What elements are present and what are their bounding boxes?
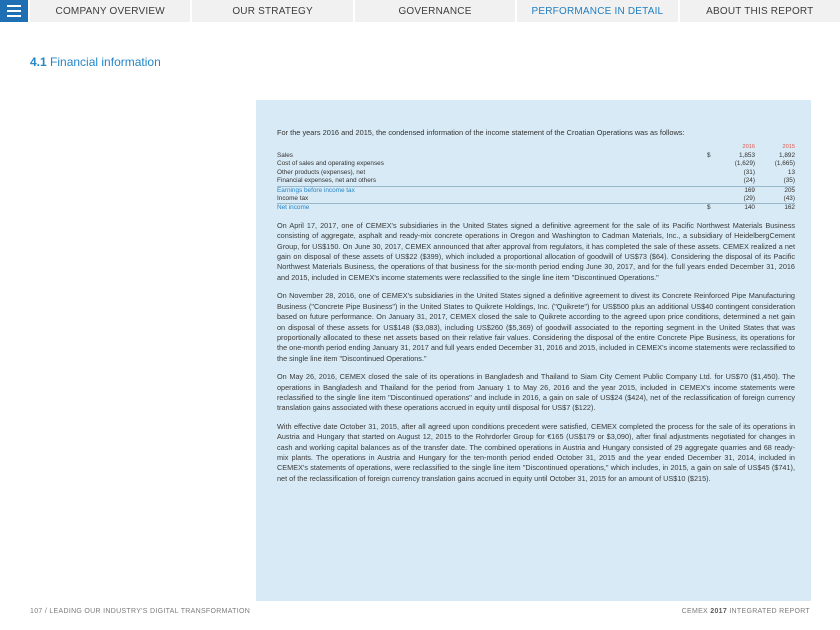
footer-separator: / [44, 608, 48, 615]
currency-symbol [707, 195, 717, 204]
content-body [277, 128, 795, 484]
footer-left [30, 608, 250, 615]
currency-symbol [707, 186, 717, 195]
footer-brand: CEMEX [681, 608, 709, 615]
footer-right [682, 608, 810, 615]
table-header-row [277, 143, 795, 152]
paragraph-bangladesh-thailand: On May 26, 2016, CEMEX closed the sale of its operations in Bangladesh and Thailand to Siam City Cement Public Company Ltd. for US$70 ($1,450). The operations in Bangladesh and Thailand for the period from January 1 to May 26, 2016 and the year 2015, included in CEMEX's income statements were reclassified to the single line item "Discontinued operations" and include in 2016, a gain on sale of US$24 ($424), net of the reclassification of foreign currency translation gains associated with these operations accrued in equity until disposal for US$7 ($122). [277, 372, 795, 413]
table-row [277, 160, 795, 168]
value-2016: 169 [717, 186, 755, 195]
value-2015: 1,892 [779, 152, 795, 159]
tab-our-strategy[interactable]: OUR STRATEGY [192, 0, 352, 22]
currency-symbol [707, 177, 717, 186]
footer-tagline: LEADING OUR INDUSTRY'S DIGITAL TRANSFORMATION [49, 608, 251, 615]
table-row [277, 204, 795, 213]
table-row [277, 177, 795, 186]
row-label: Net income [277, 204, 707, 213]
value-2015: 205 [755, 186, 795, 195]
tab-about-this-report[interactable]: ABOUT THIS REPORT [680, 0, 840, 22]
row-label: Earnings before income tax [277, 186, 707, 195]
value-2015: 162 [755, 204, 795, 213]
row-label: Financial expenses, net and others [277, 177, 377, 185]
value-2016: (1,629) [734, 160, 755, 168]
table-row [277, 195, 795, 204]
tab-performance-in-detail[interactable]: PERFORMANCE IN DETAIL [517, 0, 677, 22]
intro-text: For the years 2016 and 2015, the condensed information of the income statement of the Croatian Operations was as follows: [277, 128, 685, 137]
row-label: Sales [277, 152, 293, 159]
paragraph-austria-hungary: With effective date October 31, 2015, after all agreed upon conditions precedent were satisfied, CEMEX completed the process for the sale of its operations in Austria and Hungary that started on August 12, 2015 to the Rohrdorfer Group for €165 (US$179 or $3,090), after final adjustments negotiated for changes in cash and working capital balances as of the transfer date. The combined operations in Austria and Hungary consisted of 29 aggregate quarries and 68 ready-mix plants. The operations in Austria and Hungary for the ten-month period ended October 31, 2015 and the year ended December 31, 2014, included in CEMEX's statements of operations, were reclassified to the single line item "Discontinued operations," which includes, in 2015, a gain on sale of US$45 ($741), net of the reclassification of foreign currency translation gains accrued in equity until October 31, 2015 for an amount of US$10 ($215). [277, 421, 795, 483]
value-2016: 140 [717, 204, 755, 213]
currency-symbol: $ [707, 152, 711, 159]
hamburger-menu-icon[interactable] [0, 0, 28, 22]
value-2015: (43) [783, 195, 795, 203]
currency-symbol: $ [707, 204, 717, 213]
table-row [277, 169, 795, 177]
value-2015: (35) [783, 177, 795, 185]
value-2015: 13 [787, 168, 795, 176]
value-2016: 1,853 [739, 152, 755, 159]
row-label: Income tax [277, 195, 309, 203]
currency-symbol [707, 169, 717, 177]
section-title [30, 55, 161, 69]
page-number: 107 [30, 608, 43, 615]
row-label: Other products (expenses), net [277, 168, 366, 176]
footer-report-name: INTEGRATED REPORT [729, 608, 810, 615]
tab-governance[interactable]: GOVERNANCE [355, 0, 515, 22]
income-statement-table [277, 143, 795, 213]
table-row [277, 186, 795, 195]
section-title-text: Financial information [50, 55, 161, 69]
top-navigation [0, 0, 840, 22]
paragraph-pacific-northwest: On April 17, 2017, one of CEMEX's subsidiaries in the United States signed a definitive agreement for the sale of its Pacific Northwest Materials Business consisting of aggregate, asphalt and ready-mix concrete operations in Oregon and Washington to Cadman Materials, Inc., a subsidiary of HeidelbergCement Group, for US$150. On June 30, 2017, CEMEX announced that after approval from regulators, it has completed the sale of these assets. CEMEX realized a net gain on disposal of these assets of US$22 ($399), which included a proportional allocation of goodwill of US$73 ($64). Considering the disposal of its Pacific Northwest Materials Business, the operations of that business for the six-month period ending June 30, 2017, and for the full years ended December 31, 2016 and 2015, included in CEMEX's income statements were reclassified to the single line item "Discontinued Operations." [277, 220, 795, 282]
column-header-2016: 2016 [742, 144, 755, 151]
section-number: 4.1 [30, 55, 47, 69]
row-label: Cost of sales and operating expenses [277, 160, 384, 168]
footer-year: 2017 [710, 608, 728, 615]
table-row [277, 152, 795, 160]
tab-company-overview[interactable]: COMPANY OVERVIEW [30, 0, 190, 22]
value-2015: (1,665) [774, 160, 795, 168]
value-2016: (29) [743, 195, 755, 203]
paragraph-concrete-pipe: On November 28, 2016, one of CEMEX's subsidiaries in the United States signed a definitive agreement to divest its Concrete Reinforced Pipe Manufacturing Business ("Concrete Pipe Business") in the United States to Quikrete Holdings, Inc. ("Quikrete") for US$500 plus an additional US$40 contingent consideration based on future performance. On January 31, 2017, CEMEX closed the sale to Quikrete according to the agreed upon price conditions, determined a net gain on disposal of these assets for US$148 ($3,083), including US$260 ($5,369) of goodwill associated to the reporting segment in the United States that was proportionally allocated to these net assets based on their relative fair values. Considering the disposal of the entire Concrete Pipe Business, its operations for the one-month period ending January 31, 2017 and full years ended December 31, 2016 and 2015, included in CEMEX's income statements were reclassified to the single line item "Discontinued Operations." [277, 291, 795, 363]
value-2016: (31) [743, 168, 755, 176]
value-2016: (24) [743, 177, 755, 185]
currency-symbol [707, 160, 717, 168]
column-header-2015: 2015 [782, 144, 795, 151]
